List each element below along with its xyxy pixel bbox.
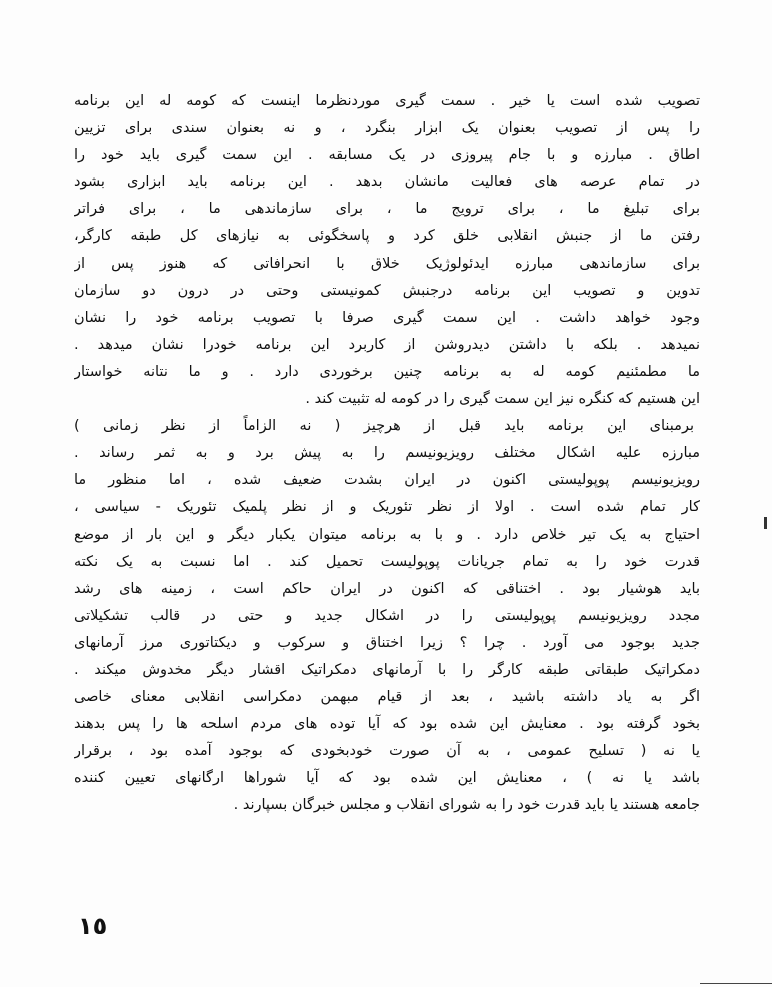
text-line: این هستیم که کنگره نیز این سمت گیری را در کومه له تثبیت کند .	[305, 391, 700, 408]
text-line: برمبنای این برنامه باید قبل از هرچیز ( نه الزاماً از نظر زمانی )	[74, 418, 694, 435]
text-line: وجود خواهد داشت . این سمت گیری صرفا با تصویب برنامه خود را نشان	[74, 309, 700, 326]
text-line: در تمام عرصه های فعالیت مانشان بدهد . این برنامه باید ابزاری بشود	[74, 174, 700, 191]
text-line: باید هوشیار بود . اختناقی که اکنون در ایران حاکم است ، زمینه های رشد	[74, 580, 700, 597]
text-line: رویزیونیسم پوپولیستی اکنون در ایران بشدت ضعیف شده ، اما منظور ما	[74, 472, 700, 489]
text-line: ما مطمئنیم کومه له به برنامه چنین برخوردی دارد . و ما نتانه خواستار	[74, 363, 700, 380]
text-line: اطاق . مبارزه و با جام پیروزی در یک مسابقه . این سمت گیری باید خود را	[74, 147, 700, 164]
text-line: کار تمام شده است . اولا از نظر تئوریک و از نظر پلمیک تئوریک - سیاسی ،	[74, 499, 700, 516]
text-line: برای سازماندهی مبارزه ایدئولوژیک خلاق با انحرافاتی که هنوز پس از	[74, 255, 700, 272]
scan-bottom-rule	[700, 983, 772, 984]
text-line: مبارزه علیه اشکال مختلف رویزیونیسم را به پیش برد و به ثمر رساند .	[74, 445, 700, 462]
body-text	[74, 88, 700, 820]
text-line: دمکراتیک طبقاتی طبقه کارگر را با آرمانهای دمکراتیک اقشار دیگر مخدوش میکند .	[74, 661, 700, 678]
text-line: جامعه هستند یا باید قدرت خود را به شورای انقلاب و مجلس خبرگان بسپارند .	[233, 797, 700, 814]
text-line: اگر به یاد داشته باشید ، بعد از قیام مبهمن دمکراسی انقلابی معنای خاصی	[74, 689, 700, 706]
text-line: احتیاج به یک تیر خلاص دارد . و با به برنامه میتوان یکبار دیگر و این بار از موضع	[74, 526, 700, 543]
text-line: رفتن ما از جنبش انقلابی خلق کرد و پاسخگوئی به نیازهای کل طبقه کارگر،	[74, 228, 700, 245]
scan-edge-mark	[764, 517, 767, 529]
text-line: بخود گرفته بود . معنایش این شده بود که آیا توده های مردم اسلحه ها را پس بدهند	[74, 716, 700, 733]
text-line: نمیدهد . بلکه با داشتن دیدروشن از کاربرد این برنامه خودرا نشان میدهد .	[74, 336, 700, 353]
page-number: ١٥	[78, 912, 108, 940]
text-line: تصویب شده است یا خیر . سمت گیری موردنظرما اینست که کومه له این برنامه	[74, 93, 700, 109]
text-line: باشد یا نه ) ، معنایش این شده بود که آیا شوراها ارگانهای تعیین کننده	[74, 770, 700, 787]
text-line: قدرت خود را به تمام جریانات پوپولیست تحمیل کند . اما نسبت به یک نکته	[74, 553, 700, 570]
text-line: مجدد رویزیونیسم پوپولیستی را در اشکال جدید و حتی در قالب تشکیلاتی	[74, 607, 700, 624]
text-line: یا نه ( تسلیح عمومی ، به آن صورت خودبخودی که بوجود آمده بود ، برقرار	[74, 743, 700, 760]
text-line: برای تبلیغ ما ، برای ترویج ما ، برای سازماندهی ما ، برای فراتر	[74, 201, 700, 218]
text-line: را پس از تصویب بعنوان یک ابزار بنگرد ، و نه بعنوان سندی برای تزیین	[74, 120, 700, 137]
text-line: جدید بوجود می آورد . چرا ؟ زیرا اختناق و سرکوب و دیکتاتوری مرز آرمانهای	[74, 634, 700, 651]
text-line: تدوین و تصویب این برنامه درجنبش کمونیستی وحتی در درون دو سازمان	[74, 282, 700, 299]
